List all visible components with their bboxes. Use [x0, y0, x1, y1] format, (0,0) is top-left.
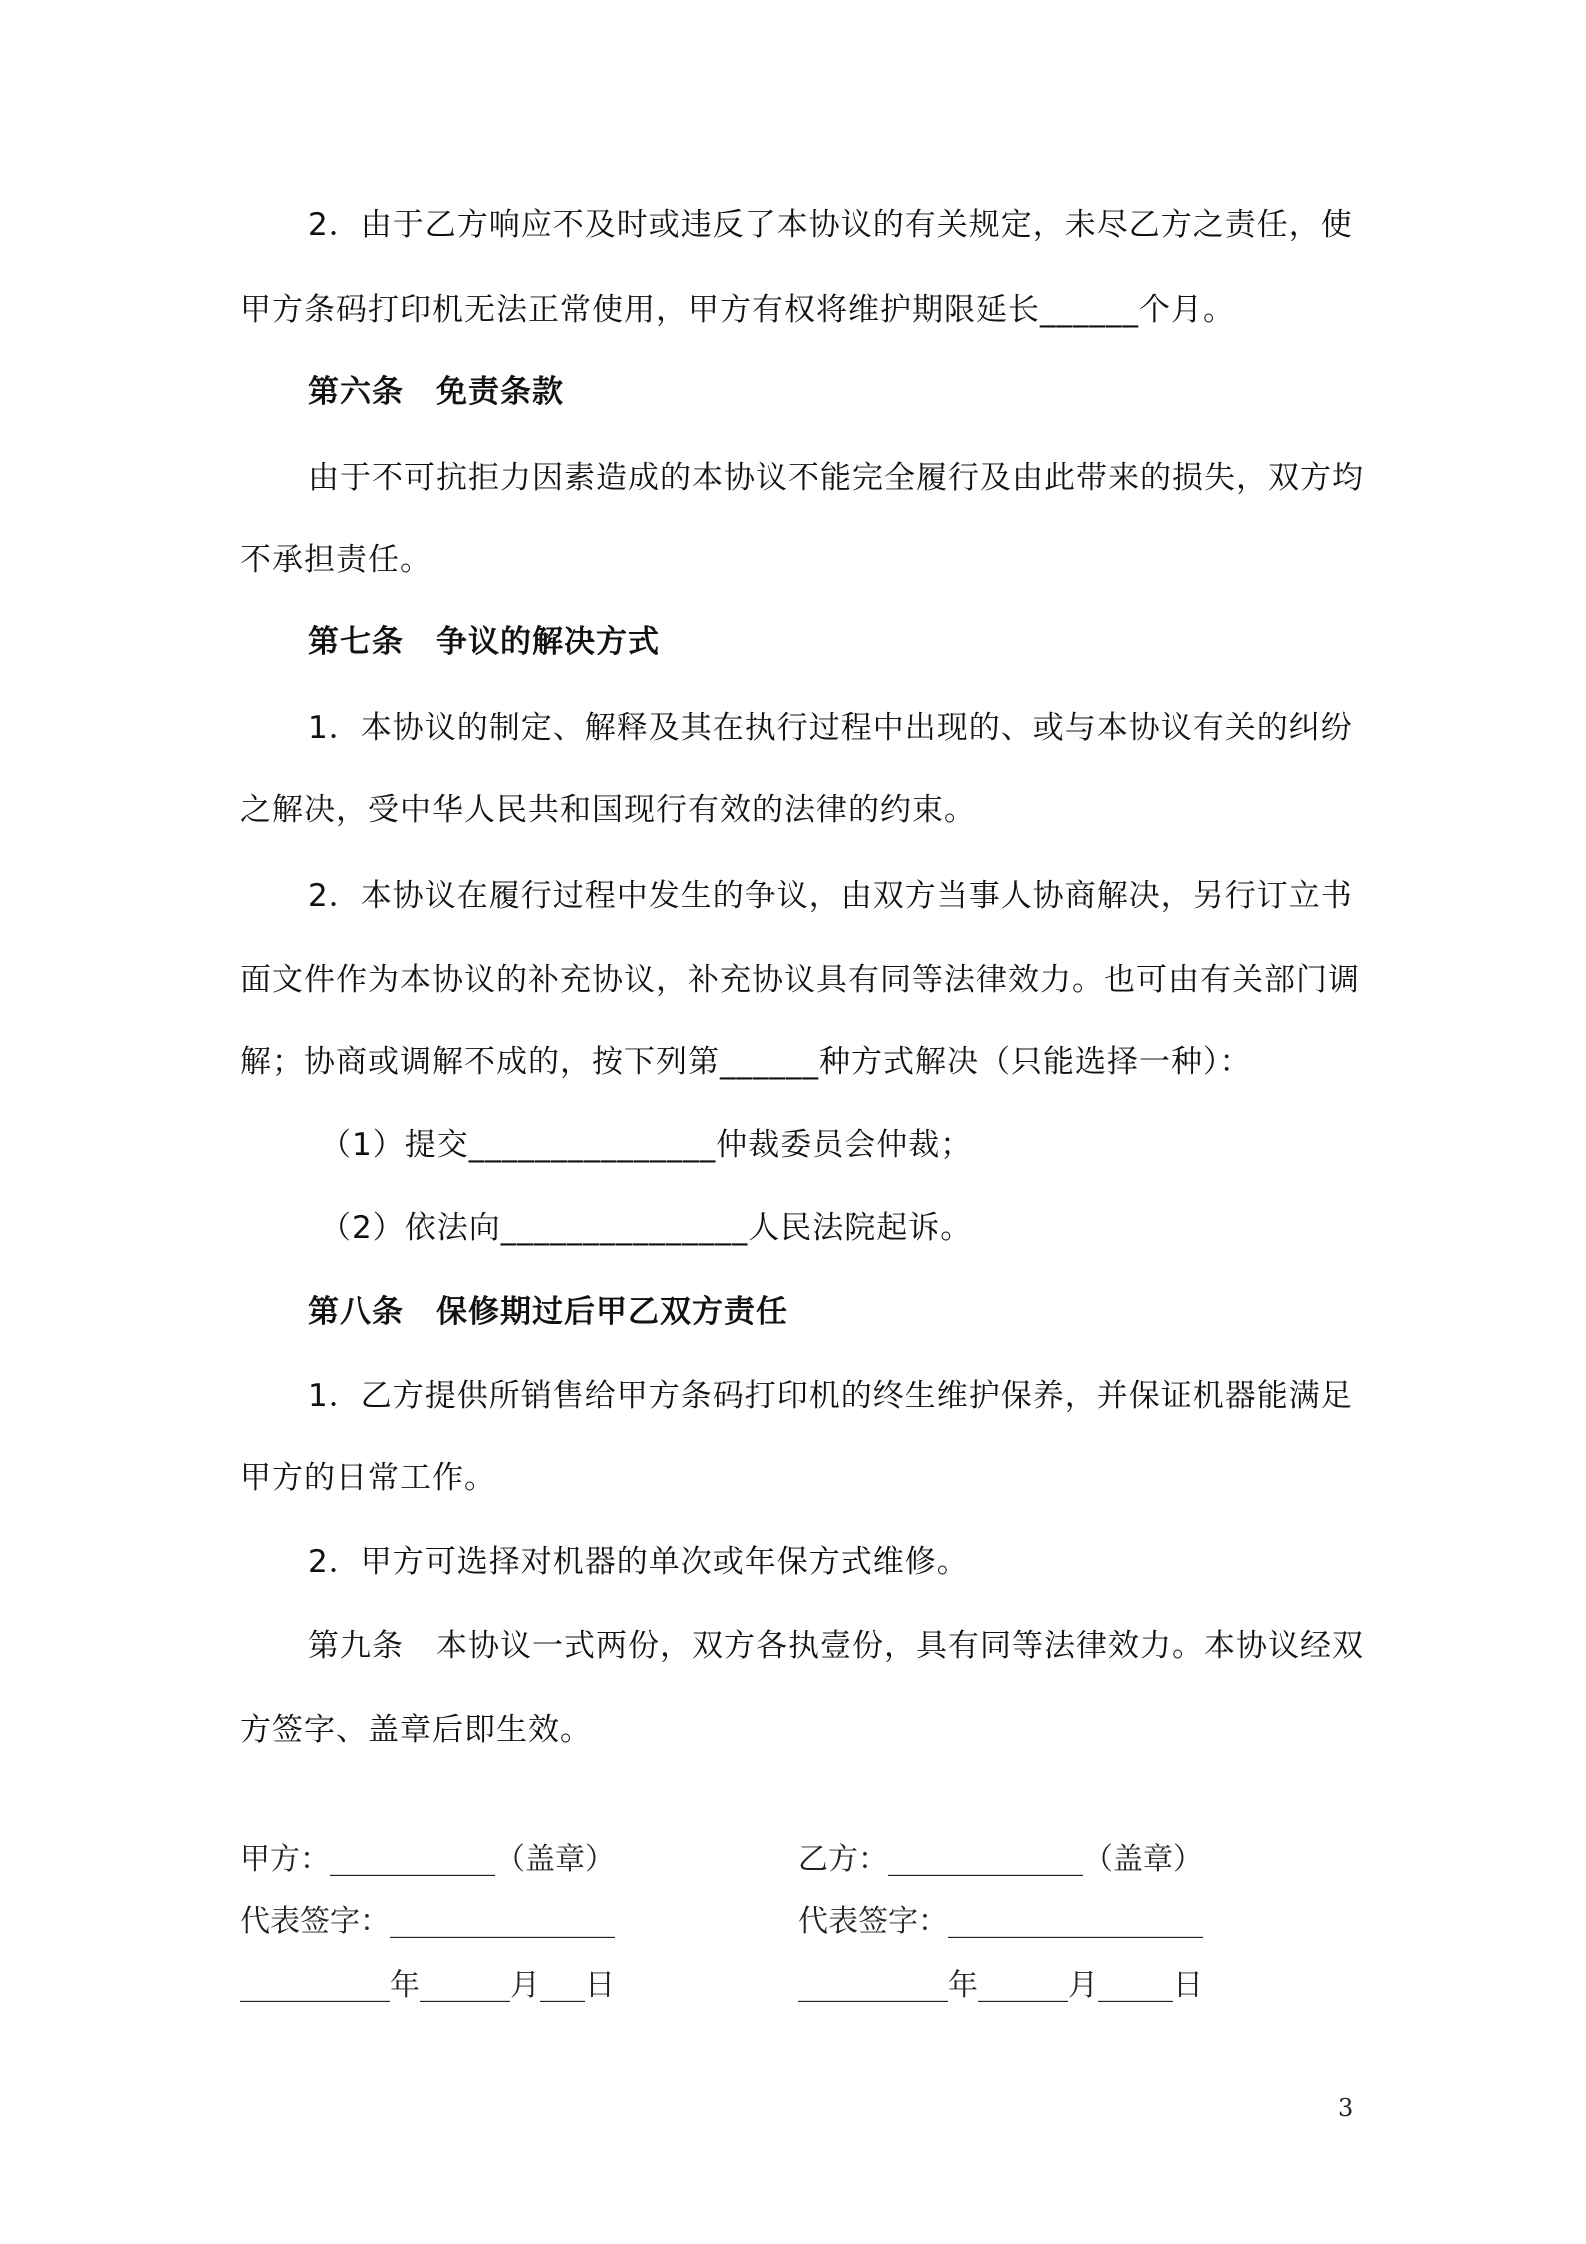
paragraph-line: 面文件作为本协议的补充协议，补充协议具有同等法律效力。也可由有关部门调	[240, 962, 1360, 998]
party-b-field: 乙方：_____________（盖章）	[798, 1842, 1203, 1877]
party-b-signature-field: 代表签字：_________________	[798, 1904, 1203, 1939]
paragraph-line: 2．甲方可选择对机器的单次或年保方式维修。	[308, 1544, 969, 1580]
paragraph-line: 甲方条码打印机无法正常使用，甲方有权将维护期限延长______个月。	[240, 292, 1235, 328]
party-a-field: 甲方：___________（盖章）	[240, 1842, 615, 1877]
paragraph-line: 第九条 本协议一式两份，双方各执壹份，具有同等法律效力。本协议经双	[308, 1628, 1364, 1664]
article-heading: 第六条 免责条款	[308, 374, 564, 410]
paragraph-line: 甲方的日常工作。	[240, 1460, 496, 1496]
paragraph-line: 1．乙方提供所销售给甲方条码打印机的终生维护保养，并保证机器能满足	[308, 1378, 1353, 1414]
article-heading: 第八条 保修期过后甲乙双方责任	[308, 1294, 788, 1330]
paragraph-line: （2）依法向_______________人民法院起诉。	[320, 1210, 973, 1246]
party-b-date-field: __________年______月_____日	[798, 1968, 1203, 2003]
paragraph-line: 2．本协议在履行过程中发生的争议，由双方当事人协商解决，另行订立书	[308, 878, 1353, 914]
paragraph-line: 由于不可抗拒力因素造成的本协议不能完全履行及由此带来的损失，双方均	[308, 460, 1364, 496]
party-a-signature-field: 代表签字：_______________	[240, 1904, 615, 1939]
page-number: 3	[1338, 2094, 1354, 2122]
article-heading: 第七条 争议的解决方式	[308, 624, 660, 660]
paragraph-line: 之解决，受中华人民共和国现行有效的法律的约束。	[240, 792, 976, 828]
paragraph-line: 1．本协议的制定、解释及其在执行过程中出现的、或与本协议有关的纠纷	[308, 710, 1353, 746]
paragraph-line: 2．由于乙方响应不及时或违反了本协议的有关规定，未尽乙方之责任，使	[308, 207, 1353, 243]
paragraph-line: 不承担责任。	[240, 542, 432, 578]
paragraph-line: （1）提交_______________仲裁委员会仲裁；	[320, 1127, 973, 1163]
paragraph-line: 方签字、盖章后即生效。	[240, 1712, 592, 1748]
paragraph-line: 解；协商或调解不成的，按下列第______种方式解决（只能选择一种）：	[240, 1044, 1252, 1080]
party-a-date-field: __________年______月___日	[240, 1968, 615, 2003]
